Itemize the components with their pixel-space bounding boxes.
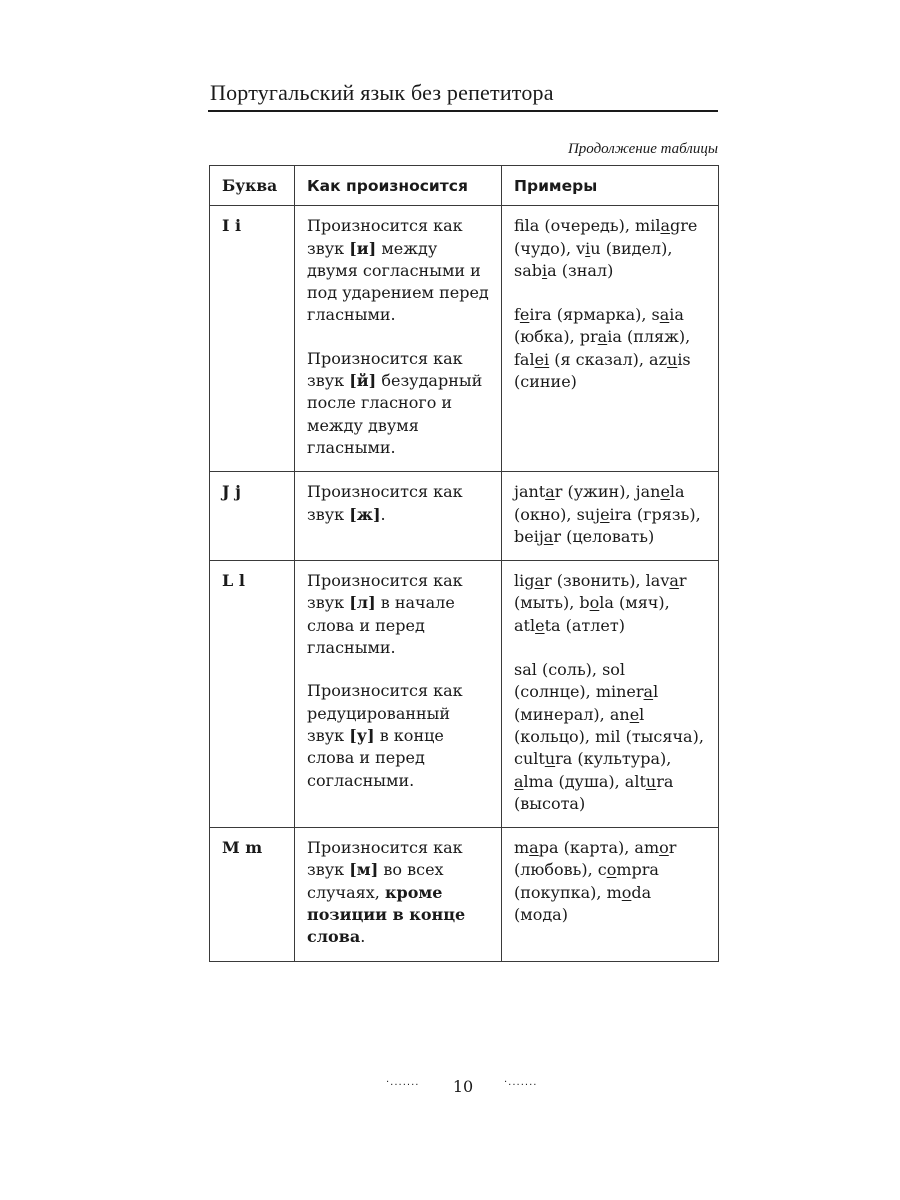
text-run: l (кольцо), mil (тысяча), cult [514,704,704,769]
stressed-letter: o [589,593,600,613]
text-run: ira (грязь), beij [514,504,701,546]
stressed-letter: e [535,615,545,635]
stressed-letter: u [667,349,678,369]
text-run: u (видел), sab [514,238,673,280]
page-footer [0,1077,900,1101]
header-rule [208,110,718,112]
text-run: ira (ярмарка), s [529,305,660,325]
text-run: f [514,216,525,236]
stressed-letter: o [659,838,669,858]
stressed-letter: a [597,327,608,347]
stressed-letter: a [643,682,654,702]
stressed-letter: a [529,838,539,858]
example-list [514,570,706,637]
column-header-pronunciation: Как произносится [295,166,502,206]
text-run: во всех случаях, [307,860,444,902]
pronunciation-cell [295,472,502,561]
example-list [514,304,706,393]
stressed-letter: o [621,882,632,902]
text-run: lma (душа), alt [523,771,646,791]
text-run: Произносится как звук [307,216,463,258]
letter-cell: J j [210,472,295,561]
text-run: Произносится как звук [307,348,463,391]
footer-ornament-left: ·....... [386,1077,420,1088]
pronunciation-rule [307,215,489,326]
text-run: la (окно), suj [514,482,685,524]
footer-ornament-right: ·....... [504,1077,538,1088]
stressed-letter: i [585,238,591,258]
text-run: jant [514,482,546,502]
stressed-letter: a [545,482,555,502]
pronunciation-table [209,165,719,962]
text-run: ia (пляж), fal [514,327,691,369]
text-run: l (минерал), an [514,682,659,724]
text-run: r (любовь), c [514,838,677,880]
examples-cell [502,472,719,561]
bold-text: [и] [349,238,377,258]
bold-text: кроме позиции в конце слова [307,882,466,947]
text-run: ra (культура), [555,749,672,769]
running-title: Португальский язык без репетитора [210,80,554,105]
text-run: в конце слова и перед согласными. [307,725,444,790]
text-run: la (очередь), mil [524,216,661,236]
pronunciation-rule [307,680,489,791]
text-run: a (знал) [547,260,614,280]
examples-cell [502,561,719,828]
example-list [514,215,706,282]
text-run: m [514,838,530,858]
bold-text: [у] [349,725,375,745]
bold-text: [м] [349,860,379,880]
stressed-letter: e [660,482,670,502]
text-run: (я сказал), az [549,349,667,369]
text-run: безударный после гласного и между двумя гласными. [307,371,483,457]
text-run: lig [514,571,535,591]
text-run: ta (атлет) [544,615,625,635]
text-run: Произносится как звук [307,571,463,613]
pronunciation-rule [307,481,489,526]
letter-cell: M m [210,828,295,961]
table-row [210,561,719,828]
table-header-row [210,166,719,206]
table-row [210,472,719,561]
text-run: Произносится как звук [307,838,463,880]
text-run: в начале слова и перед гласными. [307,593,455,658]
table-row [210,828,719,961]
text-run: is (синие) [514,349,691,392]
text-run: f [514,305,520,325]
text-run: Произносится как редуцированный звук [307,681,463,745]
text-run: mpra (покупка), m [514,860,659,902]
bold-text: [л] [349,593,376,613]
stressed-letter: u [544,749,556,769]
pronunciation-rule [307,837,489,948]
letter-cell: L l [210,561,295,828]
text-run: pa (карта), am [538,838,660,858]
table-continuation-label: Продолжение таблицы [567,141,718,157]
page-number: 10 [452,1077,474,1096]
pronunciation-cell [295,561,502,828]
stressed-letter: a [659,305,670,325]
stressed-letter: ei [534,349,550,369]
text-run: . [360,927,366,947]
stressed-letter: a [534,571,545,591]
stressed-letter: e [600,504,610,524]
stressed-letter: e [519,305,530,325]
examples-cell [502,828,719,961]
stressed-letter: a [660,216,670,236]
stressed-letter: u [645,771,657,791]
text-run: r (звонить), lav [544,571,670,591]
stressed-letter: o [606,860,617,880]
stressed-letter: i [542,260,548,280]
text-run: ia (юбка), pr [514,305,684,347]
bold-text: [й] [349,371,377,391]
pronunciation-rule [307,348,489,459]
stressed-letter: a [543,526,554,546]
examples-cell [502,206,719,472]
example-list [514,481,706,548]
stressed-letter: e [629,704,640,724]
text-run: r (целовать) [553,526,655,546]
table-row [210,206,719,472]
text-run: gre (чудо), v [514,216,698,258]
text-run: la (мяч), atl [514,593,670,635]
example-list [514,659,706,815]
text-run: r (мыть), b [514,571,687,613]
text-run: . [380,504,386,524]
stressed-letter: a [669,571,679,591]
letter-cell: I i [210,206,295,472]
column-header-letter: Буква [210,166,295,206]
text-run: sal (соль), sol (солнце), miner [514,660,644,702]
column-header-examples: Примеры [502,166,719,206]
text-run: Произносится как звук [307,482,463,524]
example-list [514,837,706,926]
text-run: r (ужин), jan [554,482,661,502]
text-run: ra (высота) [514,771,674,813]
pronunciation-cell [295,828,502,961]
pronunciation-cell [295,206,502,472]
text-run: da (мода) [514,882,652,925]
pronunciation-rule [307,570,489,659]
text-run: между двумя согласными и под ударением перед гласными. [307,238,489,325]
bold-text: [ж] [349,504,381,524]
stressed-letter: a [514,771,524,791]
